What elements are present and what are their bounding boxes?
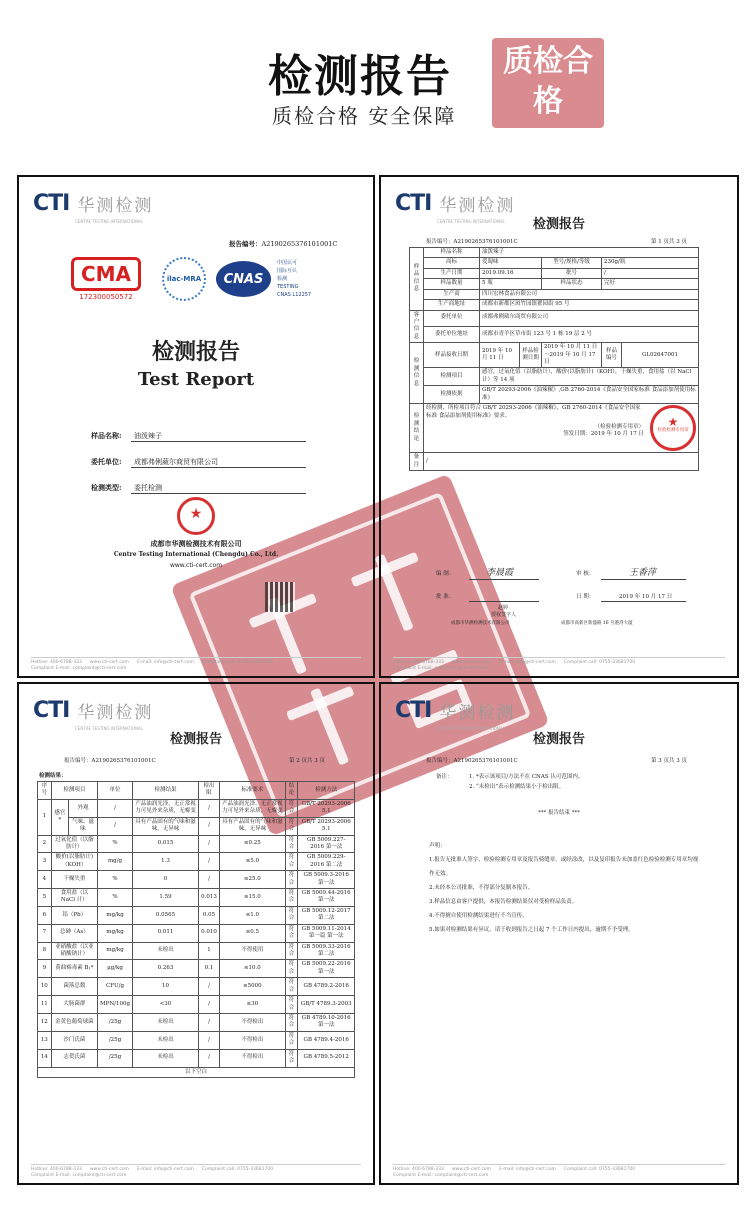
column-header: 检测结果 <box>133 782 199 800</box>
table-cell: 不得检出 <box>220 1031 286 1049</box>
footer: Hotline: 400-6788-333 www.cti-cert.com E-mail: info@cti-cert.com Complaint call: 0755-33681700 Complaint E-mail: complaint@cti-cert.com <box>393 1164 725 1178</box>
table-cell: ≤5.0 <box>220 853 286 871</box>
approver-label: 批 准： <box>436 594 455 600</box>
column-header: 结论 <box>285 782 298 800</box>
table-cell: 0.013 <box>199 889 220 907</box>
table-cell: mg/kg <box>98 924 133 942</box>
table-cell: / <box>199 1013 220 1031</box>
cover-title-en: Test Report <box>137 369 255 390</box>
table-cell: 符合 <box>285 906 298 924</box>
reviewer-signature: 王香萍 <box>629 568 657 578</box>
table-cell: ≤25.0 <box>220 871 286 889</box>
report-number: 报告编号：A2190265376101001C <box>64 758 156 764</box>
table-cell: 9 <box>38 960 52 978</box>
report-end: *** 报告结束 *** <box>538 810 580 816</box>
table-row <box>38 853 355 871</box>
table-cell: 4 <box>38 871 52 889</box>
table-cell: 食用盐（以 NaCl 计） <box>51 889 97 907</box>
table-row <box>38 924 355 942</box>
red-seal: ★ 检验检测专用章 <box>650 405 696 451</box>
table-cell: 12 <box>38 1013 52 1031</box>
table-cell: 11 <box>38 996 52 1014</box>
table-cell: 符合 <box>285 835 298 853</box>
table-cell: / <box>199 853 220 871</box>
table-cell: 未检出 <box>133 1049 199 1067</box>
table-cell: 外观 <box>69 799 98 817</box>
table-cell: GB 5009.227-2016 第一法 <box>298 835 355 853</box>
table-cell: GB/T 20293-2006 5.1 <box>298 799 355 817</box>
table-cell: CFU/g <box>98 978 133 996</box>
table-cell: GB 5009.44-2016 第一法 <box>298 889 355 907</box>
approver-role: 授权签字人 <box>491 612 517 618</box>
table-cell: 酸价(以脂肪计)（KOH） <box>51 853 97 871</box>
table-row <box>38 1049 355 1067</box>
table-cell: 金黄色葡萄球菌 <box>51 1013 97 1031</box>
table-cell: ≤15.0 <box>220 889 286 907</box>
table-cell: 铅（Pb） <box>51 906 97 924</box>
table-cell: <30 <box>133 996 199 1014</box>
table-cell: GB 5009.3-2016 第一法 <box>298 871 355 889</box>
table-cell: 0.05 <box>199 906 220 924</box>
table-cell: / <box>98 817 133 835</box>
table-cell: ≤0.25 <box>220 835 286 853</box>
company-en: Centre Testing International (Chengdu) Co., Ltd. <box>113 551 279 558</box>
table-cell: 不得使用 <box>220 942 286 960</box>
table-cell: mg/kg <box>98 906 133 924</box>
column-header: 检出限 <box>199 782 220 800</box>
table-cell: 0.263 <box>133 960 199 978</box>
table-cell: 符合 <box>285 799 298 817</box>
table-cell: ≤30 <box>220 996 286 1014</box>
table-cell: mg/kg <box>98 942 133 960</box>
cnas-text: 中国认可 国际互认 检测 TESTING CNAS L12257 <box>277 260 312 298</box>
table-cell: 10 <box>38 978 52 996</box>
company-name: 成都市华测检测技术有限公司 <box>451 621 510 626</box>
table-cell: 1 <box>199 942 220 960</box>
table-cell: % <box>98 835 133 853</box>
table-cell: 符合 <box>285 978 298 996</box>
column-header: 单位 <box>98 782 133 800</box>
cma-logo: CMA 172300050572 <box>71 257 141 301</box>
table-cell: 未检出 <box>133 1013 199 1031</box>
table-cell: 符合 <box>285 924 298 942</box>
header-subtitle: 质检合格 安全保障 <box>272 104 457 128</box>
seal-note: （检验检测专用章） <box>594 424 644 431</box>
quality-stamp: 质检合格 <box>492 38 604 128</box>
page-number: 第 3 页共 3 页 <box>651 758 687 764</box>
table-cell: ≤0.5 <box>220 924 286 942</box>
company-web: www.cti-cert.com <box>169 562 223 569</box>
table-cell: GB 4789.2-2016 <box>298 978 355 996</box>
footer: Hotline: 400-6788-333 www.cti-cert.com E-mail: info@cti-cert.com Complaint call: 0755-33681700 Complaint E-mail: complaint@cti-cert.com <box>393 657 725 671</box>
compiler-label: 编 制： <box>436 571 455 577</box>
table-cell: 志贺氏菌 <box>51 1049 97 1067</box>
table-cell: 0.1 <box>199 960 220 978</box>
sign-date: 签发日期：2019 年 10 月 17 日 <box>563 431 644 438</box>
page-number: 第 1 页共 3 页 <box>651 239 687 245</box>
table-cell: 不得检出 <box>220 1049 286 1067</box>
table-cell: /25g <box>98 1049 133 1067</box>
cti-logo: CTI 华测检测 CENTRE TESTING INTERNATIONAL <box>33 698 154 731</box>
table-cell: 干燥失重 <box>51 871 97 889</box>
table-cell: 1 <box>38 799 52 835</box>
table-cell: 0.011 <box>133 924 199 942</box>
table-cell: GB 5009.33-2016 第二法 <box>298 942 355 960</box>
table-cell: % <box>98 889 133 907</box>
table-cell: 气味、滋味 <box>69 817 98 835</box>
table-cell: 符合 <box>285 960 298 978</box>
table-row <box>38 978 355 996</box>
table-cell: 3 <box>38 853 52 871</box>
table-cell: /25g <box>98 1031 133 1049</box>
table-row <box>38 1013 355 1031</box>
report-number: 报告编号：A2190265376101001C <box>426 239 518 245</box>
column-header: 序号 <box>38 782 52 800</box>
table-row <box>38 817 355 835</box>
column-header: 检测项目 <box>51 782 97 800</box>
page-title: 检测报告 <box>532 217 585 232</box>
compiler-signature: 李晨霞 <box>486 568 514 578</box>
table-cell: 感官* <box>51 799 68 835</box>
table-cell: 沙门氏菌 <box>51 1031 97 1049</box>
table-cell: mg/g <box>98 853 133 871</box>
table-cell: / <box>199 1031 220 1049</box>
table-cell: 符合 <box>285 996 298 1014</box>
table-cell: % <box>98 871 133 889</box>
conclusion-text: 经检测，所检项目符合 GB/T 20293-2006《油辣椒》，GB 2760-2014《食品安全国家标准 食品添加剂使用标准》要求。 <box>426 405 641 419</box>
table-cell: GB/T 20293-2006 5.1 <box>298 817 355 835</box>
table-cell: 2 <box>38 835 52 853</box>
column-header: 标准要求 <box>220 782 286 800</box>
company-cn: 成都市华测检测技术有限公司 <box>150 540 242 548</box>
table-cell: ≤10.0 <box>220 960 286 978</box>
table-cell: ≤5000 <box>220 978 286 996</box>
table-cell: 13 <box>38 1031 52 1049</box>
date-label: 日 期： <box>576 594 595 600</box>
table-cell: 产品油润光泽，无正常视力可见外来杂质，无霉变 <box>133 799 199 817</box>
results-label: 检测结果： <box>39 773 67 779</box>
qr-code <box>265 582 295 612</box>
report-page-3 <box>379 682 739 1185</box>
table-cell: 具有产品固有的气味和滋味，无异味 <box>220 817 286 835</box>
declaration: 声明： 1.报告无批准人签字、检验检测专用章及报告骑缝章，或经涂改，以及复印报告未加盖红色检验检测专用章均视作无效。 2.未经本公司批准，不得部分复制本报告。 3.样品信息由客户提供，本报告检测结果仅对受检样品负责。 4.不得擅自使用检测结果进行不当宣传。 5.如果对检测结果有异议，请于收到报告之日起 7 个工作日内提出，逾期不予受理。 <box>429 843 699 933</box>
report-number: 报告编号：A2190265376101001C <box>229 240 338 248</box>
table-cell: 0 <box>133 871 199 889</box>
header-title: 检测报告 <box>268 51 452 102</box>
cover-title-cn: 检测报告 <box>151 340 240 365</box>
ilac-mra-logo: ilac-MRA <box>162 257 206 301</box>
table-cell: / <box>199 871 220 889</box>
table-cell: 0.015 <box>133 835 199 853</box>
sign-date-value: 2019 年 10 月 17 日 <box>619 594 673 600</box>
results-table <box>37 781 355 1078</box>
table-cell: / <box>98 799 133 817</box>
company-address: 成都市高新区新盛路 16 号港湾大厦 <box>561 621 633 626</box>
table-cell: 符合 <box>285 1031 298 1049</box>
table-cell: ≤1.0 <box>220 906 286 924</box>
approver-name: 赵婷 <box>498 605 509 611</box>
table-cell: 符合 <box>285 817 298 835</box>
table-cell: / <box>199 978 220 996</box>
table-cell: 1.3 <box>133 853 199 871</box>
table-cell: GB/T 4789.3-2003 <box>298 996 355 1014</box>
cti-logo: CTI 华测检测 CENTRE TESTING INTERNATIONAL <box>395 191 516 224</box>
reviewer-label: 审 核： <box>576 571 595 577</box>
cti-logo: CTI 华测检测 CENTRE TESTING INTERNATIONAL <box>33 191 154 224</box>
red-seal: ★ <box>177 497 215 535</box>
table-cell: μg/kg <box>98 960 133 978</box>
report-cover: CTI 华测检测 CENTRE TESTING INTERNATIONAL 报告编号：A2190265376101001C CMA 172300050572 ilac-MRA CNAS 中国认可 国际互认 检测 TESTING CNAS L12257 检测报告 Test Report 样品名称: 油泼辣子 委托单位: 成都弗俐葳尔商贸有限公司 检测类型: 委托检测 ★ 成都市华测检测技术有限公司 Centre Testing International (Chengdu) Co., Ltd. www.cti-cert.com Hotline: 400-6788-333 www.cti-cert.com E-mail: info@cti-cert.com Complaint call: 0755-33681700 Complaint E-mail: complaint@cti-cert.com <box>17 175 375 678</box>
cti-logo: CTI 华测检测 CENTRE TESTING INTERNATIONAL <box>395 698 516 731</box>
table-row <box>38 871 355 889</box>
report-page-1 <box>379 175 739 678</box>
table-cell: / <box>199 799 220 817</box>
table-cell: 未检出 <box>133 942 199 960</box>
table-row <box>38 1031 355 1049</box>
table-cell: 0.010 <box>199 924 220 942</box>
table-cell: 0.0565 <box>133 906 199 924</box>
table-cell: 产品油润光泽，无正常视力可见外来杂质，无霉变 <box>220 799 286 817</box>
table-cell: 总砷（As） <box>51 924 97 942</box>
table-cell: GB 5009.12-2017 第二法 <box>298 906 355 924</box>
table-cell: 6 <box>38 906 52 924</box>
table-cell: 不得检出 <box>220 1013 286 1031</box>
table-row <box>38 906 355 924</box>
table-cell: / <box>199 835 220 853</box>
table-cell: 5 <box>38 889 52 907</box>
table-cell: 符合 <box>285 1013 298 1031</box>
table-row <box>38 942 355 960</box>
note: 2. “未检出”表示检测结果小于检出限。 <box>469 784 565 790</box>
page-title: 检测报告 <box>169 732 222 747</box>
table-cell: /25g <box>98 1013 133 1031</box>
page-number: 第 2 页共 3 页 <box>289 758 325 764</box>
table-row <box>38 996 355 1014</box>
table-cell: 7 <box>38 924 52 942</box>
sample-info-table: 样品信息 样品名称 油泼辣子 商标 爱蜀味 型号/规格/等级 230g/瓶 生产日期 2019.09.16 批号 / 样品数量 5 瓶 样品状态 完好 生产商 四川宏林食品有限公司 生产商地址 成都市新都区斑竹园镇瞿园街 95 号 客户信息 委托单位 成都弗俐葳尔商贸有限公司 委托单位地址 成都市青羊区草市街 123 号 1 栋 19 层 2 号 检测信息 样品接收日期 2019 年 10 月 11 日 样品检测日期 2019 年 10 月 11 日～2019 年 10 月 17 日 样品编号 GL02647001 检测项目 感官，过氧化值（以脂肪计），酸价(以脂肪计)（KOH），干燥失重，食用盐（以 NaCl 计）等 14 项 检测依据 GB/T 20293-2006《油辣椒》,GB 2760-2014《食品安全国家标准 食品添加剂使用标准》 检测结论 经检测，所检项目符合 GB/T 20293-2006《油辣椒》，GB 2760-2014《食品安全国家标准 食品添加剂使用标准》要求。 （检验检测专用章） 签发日期：2019 年 10 月 17 日 ★ 检验检测专用章 备注 / <box>409 247 699 471</box>
table-cell: / <box>199 996 220 1014</box>
table-cell: 大肠菌群 <box>51 996 97 1014</box>
table-cell: GB 4789.4-2016 <box>298 1031 355 1049</box>
footer: Hotline: 400-6788-333 www.cti-cert.com E-mail: info@cti-cert.com Complaint call: 0755-33681700 Complaint E-mail: complaint@cti-cert.com <box>31 657 361 671</box>
table-cell: GB 5009.22-2016 第一法 <box>298 960 355 978</box>
table-cell: 10 <box>133 978 199 996</box>
table-cell: 符合 <box>285 942 298 960</box>
table-cell: GB 4789.5-2012 <box>298 1049 355 1067</box>
table-cell: 菌落总数 <box>51 978 97 996</box>
cnas-logo: CNAS <box>216 261 271 297</box>
table-cell: GB 5009.11-2014 第一篇 第一法 <box>298 924 355 942</box>
column-header: 检测方法 <box>298 782 355 800</box>
table-cell: 亚硝酸盐（以亚硝酸钠计） <box>51 942 97 960</box>
table-row <box>38 889 355 907</box>
table-cell: 过氧化值（以脂肪计） <box>51 835 97 853</box>
table-cell: 符合 <box>285 853 298 871</box>
notes-label: 备注： <box>436 774 453 780</box>
table-cell: 黄曲霉毒素 B₁* <box>51 960 97 978</box>
table-cell: 具有产品固有的气味和滋味，无异味 <box>133 817 199 835</box>
table-row <box>38 960 355 978</box>
report-number: 报告编号：A2190265376101001C <box>426 758 518 764</box>
table-cell: GB 4789.10-2016 第一法 <box>298 1013 355 1031</box>
report-page-2 <box>17 682 375 1185</box>
page-title: 检测报告 <box>532 732 585 747</box>
table-cell: 符合 <box>285 1049 298 1067</box>
table-cell: 符合 <box>285 871 298 889</box>
table-cell: 未检出 <box>133 1031 199 1049</box>
table-cell: GB 5009.229-2016 第二法 <box>298 853 355 871</box>
table-cell: 8 <box>38 942 52 960</box>
table-cell: 以下空白 <box>38 1067 355 1077</box>
table-cell: / <box>199 817 220 835</box>
table-cell: / <box>199 1049 220 1067</box>
table-row <box>38 1067 355 1077</box>
note: 1. *表示该项目/方法不在 CNAS 认可范围内。 <box>469 774 584 780</box>
table-cell: 1.59 <box>133 889 199 907</box>
table-cell: 14 <box>38 1049 52 1067</box>
table-cell: 符合 <box>285 889 298 907</box>
table-row <box>38 799 355 817</box>
table-row <box>38 835 355 853</box>
table-cell: MPN/100g <box>98 996 133 1014</box>
footer: Hotline: 400-6788-333 www.cti-cert.com E-mail: info@cti-cert.com Complaint call: 0755-33681700 Complaint E-mail: complaint@cti-cert.com <box>31 1164 361 1178</box>
